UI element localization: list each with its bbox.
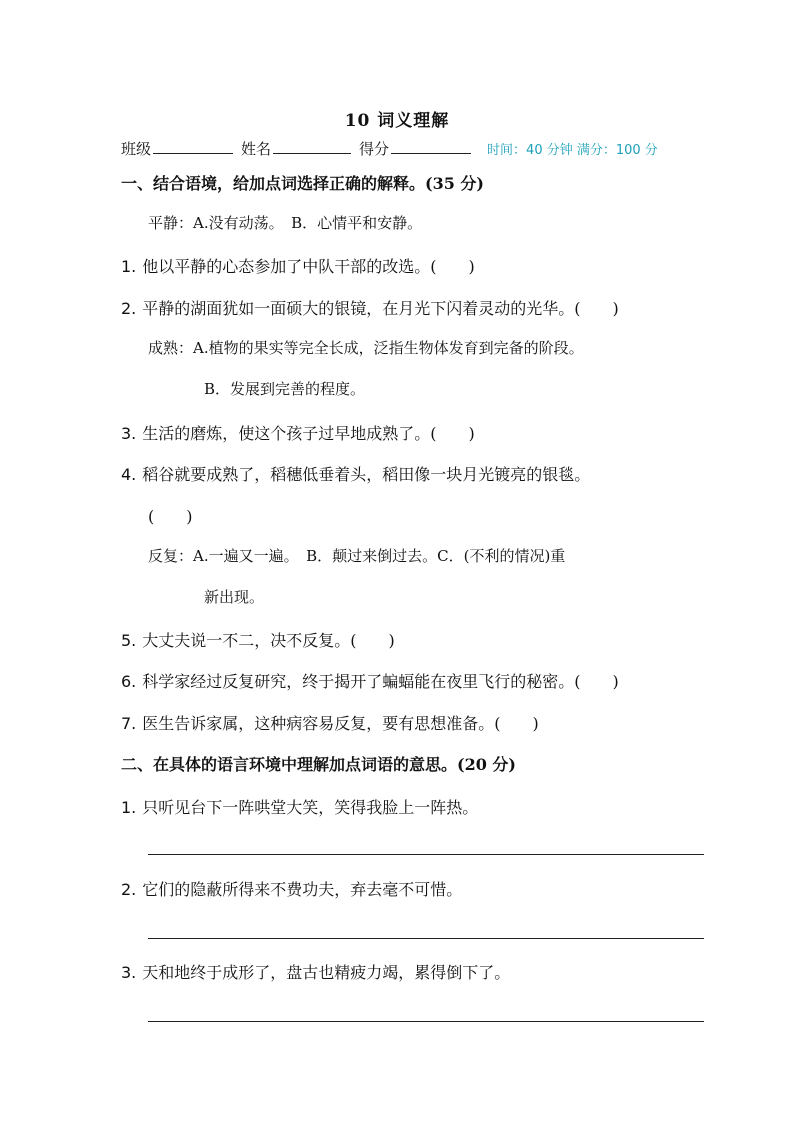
- definition-pingjing: 平静：A.没有动荡。 B．心情平和安静。: [148, 214, 423, 232]
- question-number: 3.: [121, 963, 137, 982]
- question-number: 4.: [121, 465, 137, 484]
- question-3: [121, 421, 475, 444]
- question-text: 他以平静的心态参加了中队干部的改选。( ): [142, 257, 475, 276]
- question-1: [121, 254, 475, 277]
- question-number: 1.: [121, 257, 137, 276]
- section2-question-2: [121, 877, 462, 900]
- answer-line-2[interactable]: [148, 938, 704, 939]
- name-label: 姓名: [241, 140, 272, 158]
- question-text: 它们的隐蔽所得来不费功夫，弃去毫不可惜。: [142, 880, 463, 899]
- section1-heading: 一、结合语境，给加点词选择正确的解释。(35 分): [121, 174, 484, 193]
- class-label: 班级: [121, 140, 152, 158]
- question-number: 3.: [121, 424, 137, 443]
- definition-chengshu-b: B．发展到完善的程度。: [204, 380, 366, 398]
- question-5: [121, 628, 395, 651]
- score-label: 得分: [359, 140, 390, 158]
- definition-fanfu-a: 反复：A.一遍又一遍。 B．颠过来倒过去。C．(不利的情况)重: [148, 547, 566, 565]
- section2-question-1: [121, 795, 478, 818]
- page-title: 10 词义理解: [344, 111, 450, 131]
- question-number: 2.: [121, 880, 137, 899]
- class-blank[interactable]: [153, 139, 233, 154]
- question-number: 1.: [121, 798, 137, 817]
- question-4: [121, 462, 590, 485]
- name-blank[interactable]: [273, 139, 351, 154]
- question-text: 稻谷就要成熟了，稻穗低垂着头，稻田像一块月光镀亮的银毯。: [142, 465, 591, 484]
- question-number: 6.: [121, 672, 137, 691]
- question-text: 生活的磨炼，使这个孩子过早地成熟了。( ): [142, 424, 475, 443]
- question-6: [121, 669, 619, 692]
- question-text: 大丈夫说一不二，决不反复。( ): [142, 631, 395, 650]
- question-text: 天和地终于成形了，盘古也精疲力竭，累得倒下了。: [142, 963, 511, 982]
- student-info-row: [121, 138, 658, 159]
- definition-chengshu-a: 成熟：A.植物的果实等完全长成，泛指生物体发育到完备的阶段。: [148, 339, 584, 357]
- answer-line-3[interactable]: [148, 1021, 704, 1022]
- question-number: 2.: [121, 299, 137, 318]
- definition-fanfu-b: 新出现。: [204, 588, 265, 606]
- question-text: 只听见台下一阵哄堂大笑，笑得我脸上一阵热。: [142, 798, 479, 817]
- question-2: [121, 296, 619, 319]
- question-text: 科学家经过反复研究，终于揭开了蝙蝠能在夜里飞行的秘密。( ): [142, 672, 619, 691]
- question-number: 7.: [121, 714, 137, 733]
- question-4-answer-parens[interactable]: ( ): [148, 507, 193, 526]
- question-text: 平静的湖面犹如一面硕大的银镜，在月光下闪着灵动的光华。( ): [142, 299, 619, 318]
- answer-line-1[interactable]: [148, 854, 704, 855]
- section2-heading: 二、在具体的语言环境中理解加点词语的意思。(20 分): [121, 755, 516, 774]
- question-text: 医生告诉家属，这种病容易反复，要有思想准备。( ): [142, 714, 539, 733]
- section2-question-3: [121, 960, 510, 983]
- question-7: [121, 711, 539, 734]
- question-number: 5.: [121, 631, 137, 650]
- score-blank[interactable]: [391, 139, 471, 154]
- time-info: 时间：40 分钟 满分：100 分: [487, 143, 658, 158]
